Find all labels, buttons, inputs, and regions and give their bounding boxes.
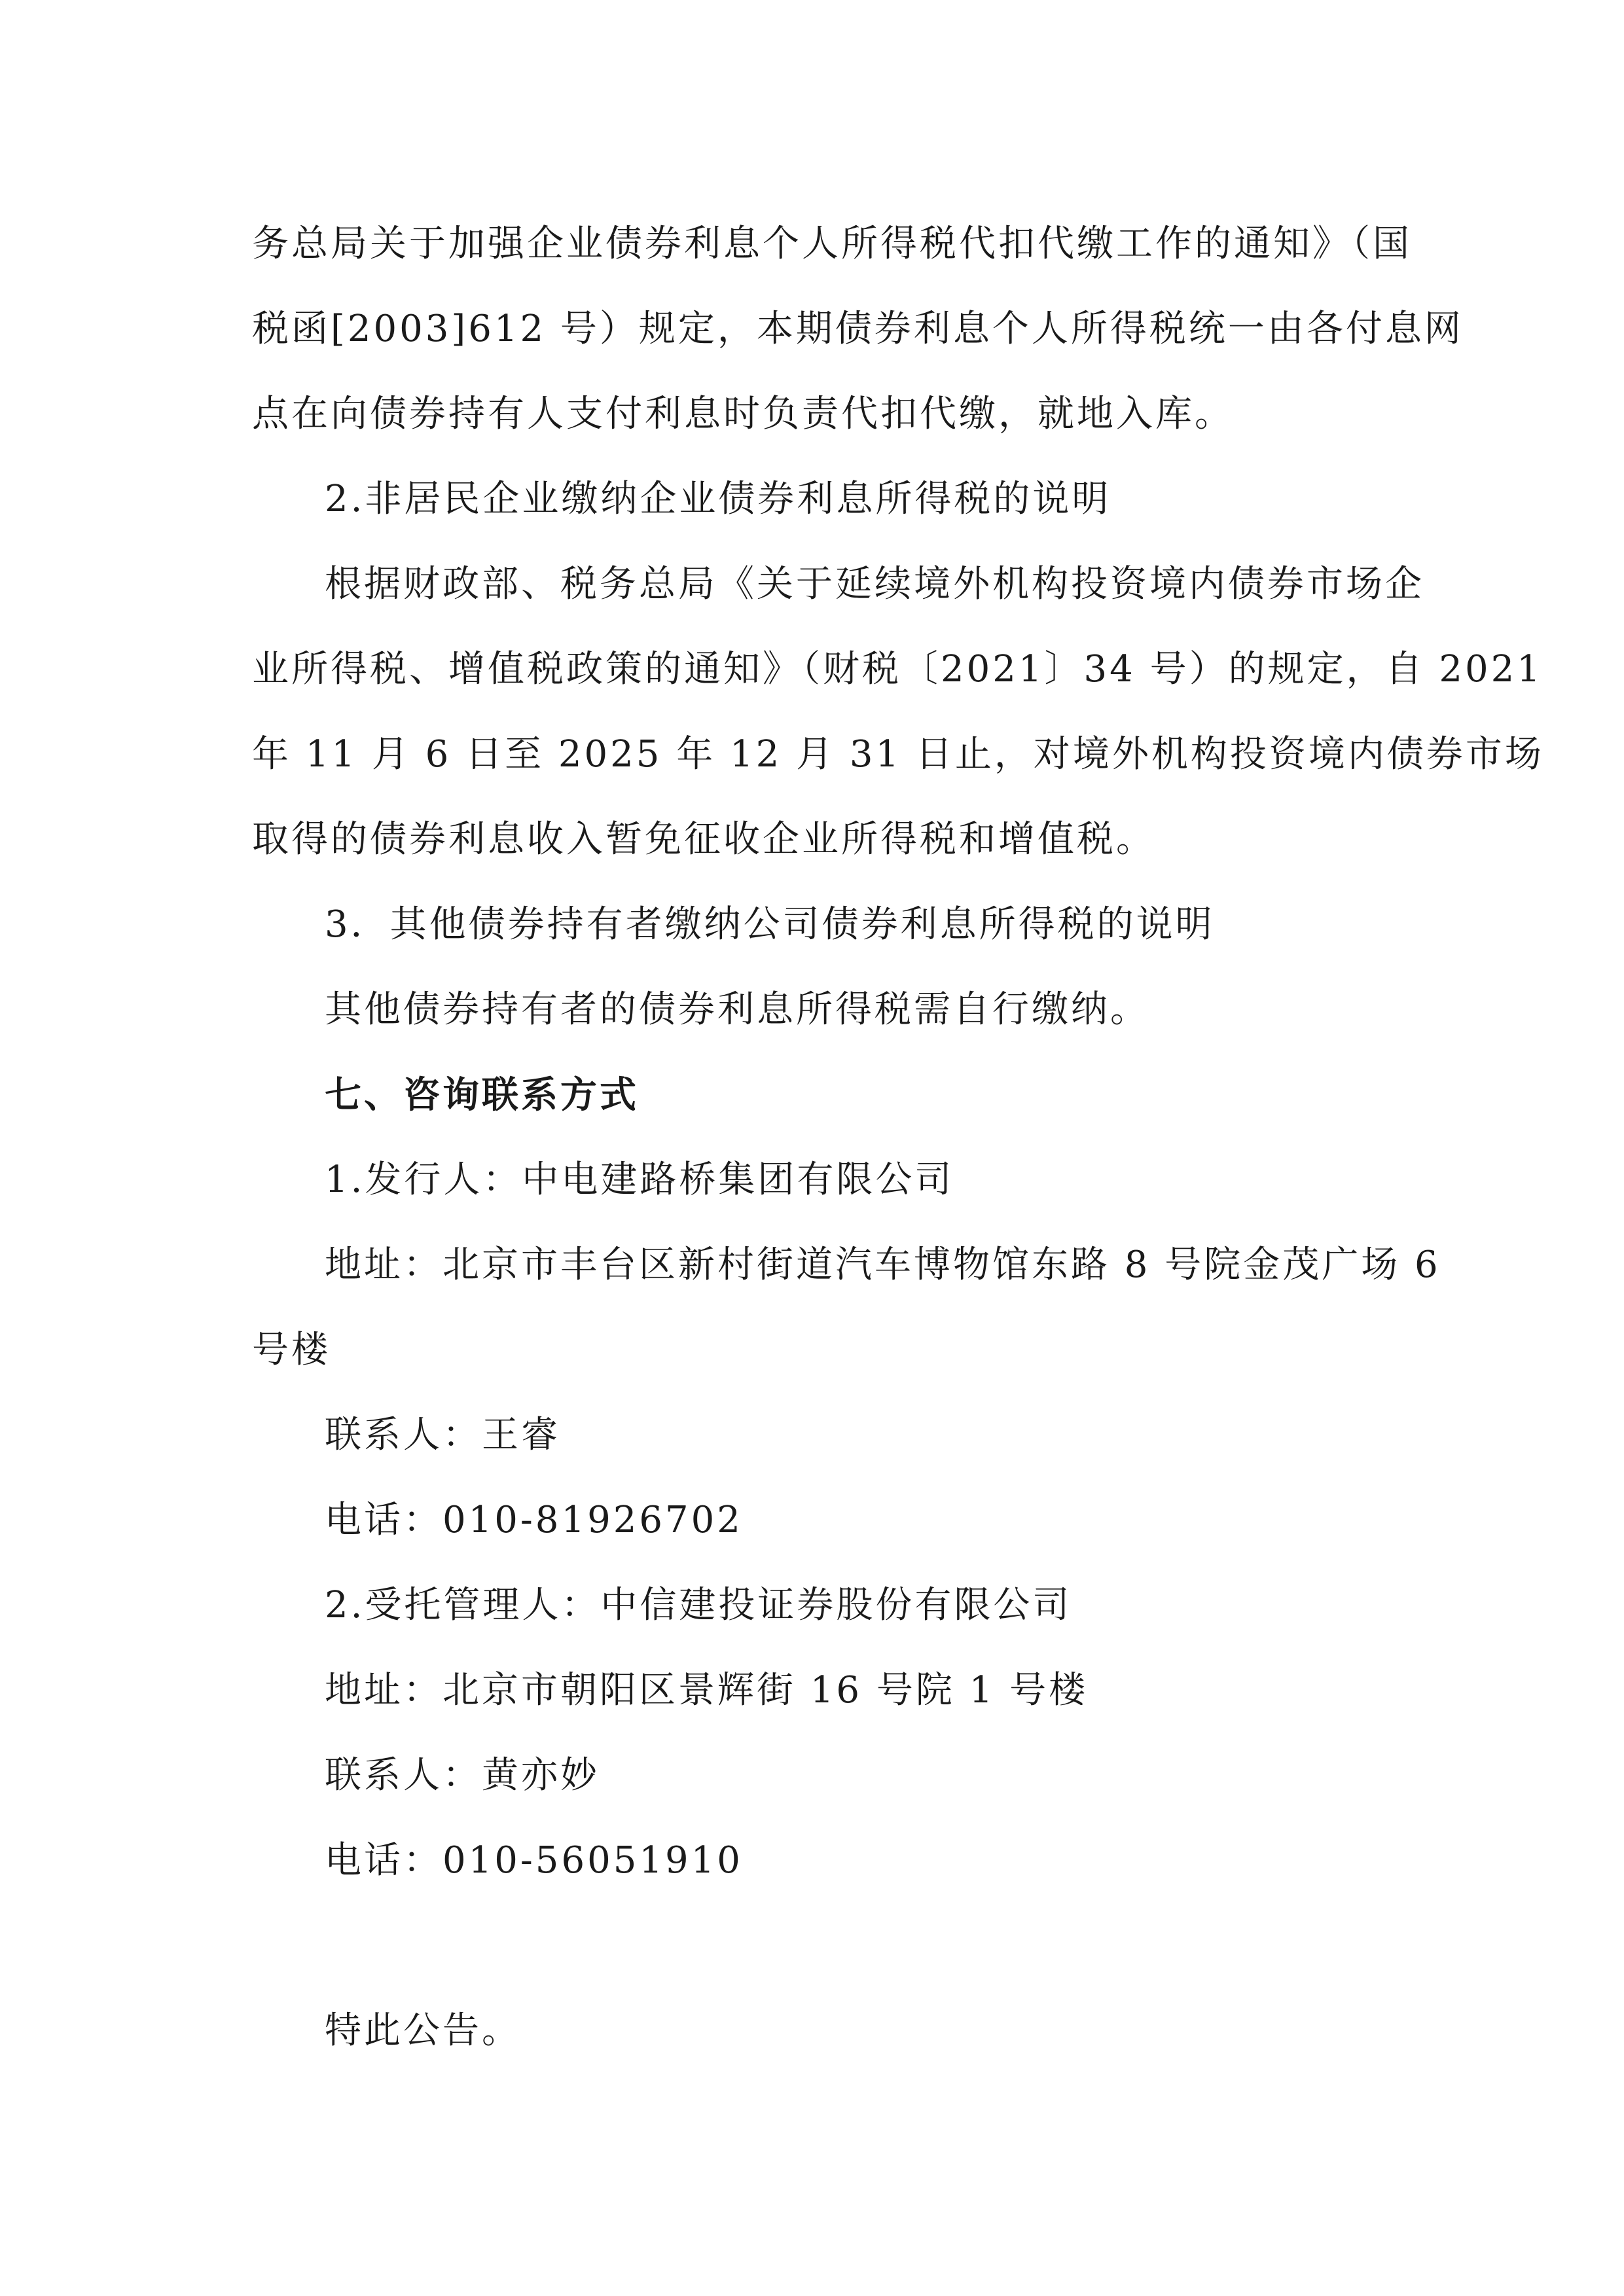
paragraph-nonresident-line-3: 年 11 月 6 日至 2025 年 12 月 31 日止，对境外机构投资境内债券市场	[252, 733, 1544, 776]
issuer-address-line-1: 地址：北京市丰台区新村街道汽车博物馆东路 8 号院金茂广场 6	[325, 1244, 1441, 1286]
trustee-address: 地址：北京市朝阳区景辉街 16 号院 1 号楼	[325, 1669, 1089, 1712]
closing-announcement: 特此公告。	[325, 2009, 521, 2052]
paragraph-nonresident-line-4: 取得的债券利息收入暂免征收企业所得税和增值税。	[252, 818, 1155, 861]
paragraph-nonresident-line-2: 业所得税、增值税政策的通知》（财税〔2021〕34 号）的规定，自 2021	[252, 648, 1543, 691]
paragraph-tax-notice-line-3: 点在向债券持有人支付利息时负责代扣代缴，就地入库。	[252, 393, 1234, 435]
trustee-phone: 电话：010-56051910	[325, 1839, 743, 1882]
section-heading-nonresident-tax: 2.非居民企业缴纳企业债券利息所得税的说明	[325, 478, 1111, 520]
paragraph-tax-notice-line-2: 税函[2003]612 号）规定，本期债券利息个人所得税统一由各付息网	[252, 308, 1464, 350]
issuer-contact-person: 联系人：王睿	[325, 1414, 560, 1456]
trustee-name: 2.受托管理人：中信建投证券股份有限公司	[325, 1584, 1072, 1626]
issuer-phone: 电话：010-81926702	[325, 1499, 743, 1541]
section-heading-other-holders-tax: 3．其他债券持有者缴纳公司债券利息所得税的说明	[325, 903, 1215, 946]
paragraph-tax-notice-line-1: 务总局关于加强企业债券利息个人所得税代扣代缴工作的通知》（国	[252, 223, 1412, 265]
issuer-address-line-2: 号楼	[252, 1329, 331, 1371]
paragraph-nonresident-line-1: 根据财政部、税务总局《关于延续境外机构投资境内债券市场企	[325, 563, 1424, 605]
issuer-name: 1.发行人：中电建路桥集团有限公司	[325, 1158, 954, 1201]
paragraph-other-holders: 其他债券持有者的债券利息所得税需自行缴纳。	[325, 988, 1149, 1031]
section-heading-contact: 七、咨询联系方式	[325, 1073, 639, 1117]
trustee-contact-person: 联系人：黄亦妙	[325, 1754, 600, 1797]
